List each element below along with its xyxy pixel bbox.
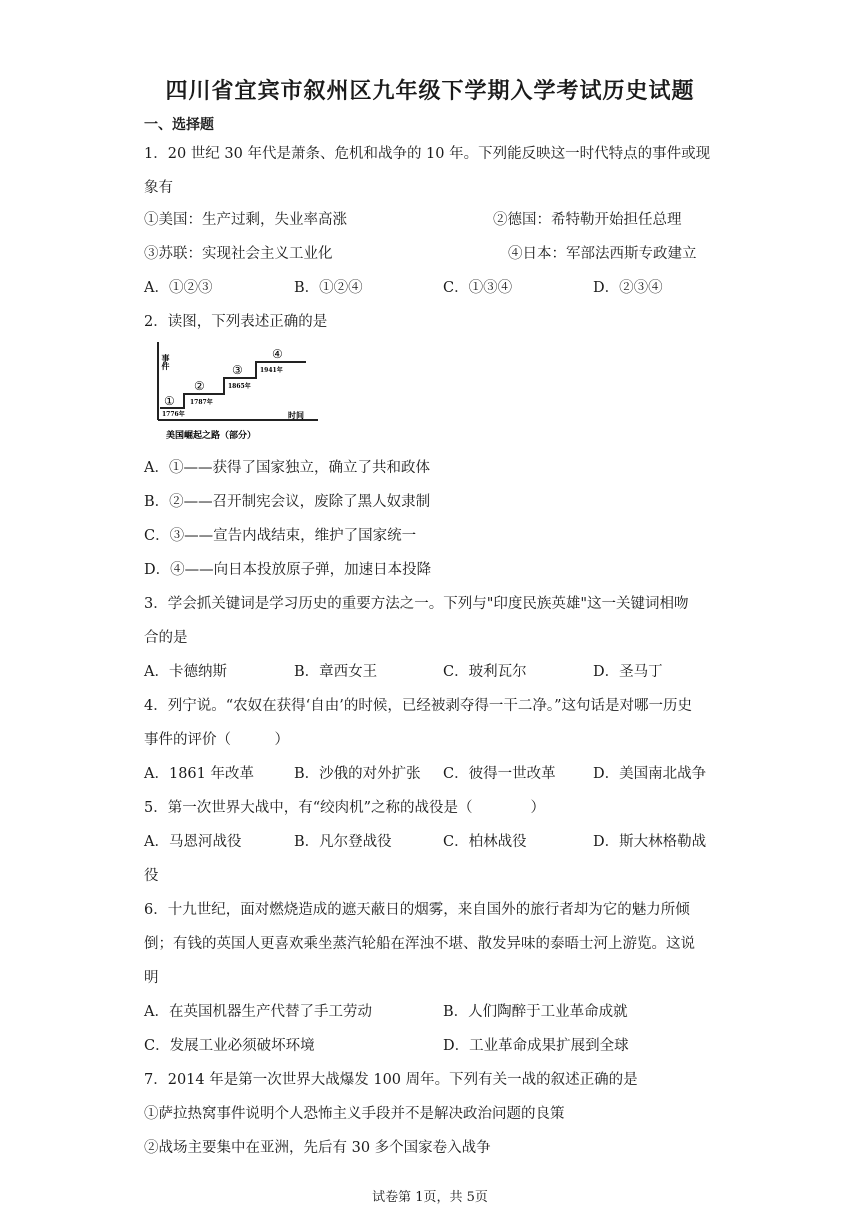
us-rise-step-figure: [148, 338, 328, 446]
q3-option-d[interactable]: D．圣马丁: [593, 664, 663, 680]
q1-item-1: ①美国：生产过剩，失业率高涨: [144, 212, 347, 228]
q1-item-2: ②德国：希特勒开始担任总理: [493, 212, 682, 228]
step-mark-2: ②: [194, 379, 205, 393]
step-year-3: 1865年: [228, 383, 251, 390]
q4-option-c[interactable]: C．彼得一世改革: [443, 766, 556, 782]
q6-option-d[interactable]: D．工业革命成果扩展到全球: [443, 1038, 629, 1054]
q3-option-c[interactable]: C．玻利瓦尔: [443, 664, 527, 680]
step-mark-4: ④: [272, 347, 283, 361]
q1-stem-line1: 1．20 世纪 30 年代是萧条、危机和战争的 10 年。下列能反映这一时代特点的事件或现: [144, 146, 711, 162]
page-title: 四川省宜宾市叙州区九年级下学期入学考试历史试题: [165, 79, 695, 104]
step-year-4: 1941年: [260, 367, 283, 374]
q2-stem: 2．读图，下列表述正确的是: [144, 314, 328, 330]
q5-option-a[interactable]: A．马恩河战役: [144, 834, 242, 850]
q6-option-a[interactable]: A．在英国机器生产代替了手工劳动: [144, 1004, 372, 1020]
q4-stem-line2: 事件的评价（ ）: [144, 732, 289, 748]
section-heading: 一、选择题: [144, 117, 214, 133]
q3-option-a[interactable]: A．卡德纳斯: [144, 664, 227, 680]
q7-item-1: ①萨拉热窝事件说明个人恐怖主义手段并不是解决政治问题的良策: [144, 1106, 565, 1122]
q6-option-b[interactable]: B．人们陶醉于工业革命成就: [443, 1004, 628, 1020]
figure-caption: 美国崛起之路（部分）: [166, 431, 257, 441]
q4-stem-line1: 4．列宁说。“农奴在获得‘自由’的时候，已经被剥夺得一干二净。”这句话是对哪一历史: [144, 698, 693, 714]
q1-option-c[interactable]: C．①③④: [443, 280, 513, 296]
step-mark-1: ①: [164, 394, 175, 408]
step-mark-3: ③: [232, 363, 243, 377]
x-axis-label: 时间: [288, 410, 304, 420]
q2-option-b[interactable]: B．②——召开制宪会议，废除了黑人奴隶制: [144, 494, 431, 510]
q2-option-c[interactable]: C．③——宣告内战结束，维护了国家统一: [144, 528, 417, 544]
q5-option-d-wrap: 役: [144, 868, 159, 884]
step-year-2: 1787年: [190, 399, 213, 406]
y-axis-label: 事件: [161, 354, 171, 370]
q6-stem-line3: 明: [144, 970, 159, 986]
q5-option-b[interactable]: B．凡尔登战役: [294, 834, 392, 850]
q3-stem-line1: 3．学会抓关键词是学习历史的重要方法之一。下列与"印度民族英雄"这一关键词相吻: [144, 596, 689, 612]
q2-option-d[interactable]: D．④——向日本投放原子弹，加速日本投降: [144, 562, 432, 578]
page-footer: 试卷第 1页，共 5页: [372, 1190, 488, 1205]
q1-item-4: ④日本：军部法西斯专政建立: [508, 246, 697, 262]
q3-stem-line2: 合的是: [144, 630, 188, 646]
q1-option-d[interactable]: D．②③④: [593, 280, 663, 296]
q4-option-d[interactable]: D．美国南北战争: [593, 766, 707, 782]
q5-stem: 5．第一次世界大战中，有“绞肉机”之称的战役是（ ）: [144, 800, 546, 816]
q1-option-a[interactable]: A．①②③: [144, 280, 213, 296]
q6-stem-line2: 倒；有钱的英国人更喜欢乘坐蒸汽轮船在浑浊不堪、散发异味的泰晤士河上游览。这说: [144, 936, 695, 952]
q4-option-a[interactable]: A．1861 年改革: [144, 766, 254, 782]
step-year-1: 1776年: [162, 411, 185, 418]
q2-option-a[interactable]: A．①——获得了国家独立，确立了共和政体: [144, 460, 430, 476]
q1-stem-line2: 象有: [144, 180, 173, 196]
q7-item-2: ②战场主要集中在亚洲，先后有 30 多个国家卷入战争: [144, 1140, 491, 1156]
q7-stem: 7．2014 年是第一次世界大战爆发 100 周年。下列有关一战的叙述正确的是: [144, 1072, 638, 1088]
q1-item-3: ③苏联：实现社会主义工业化: [144, 246, 333, 262]
q3-option-b[interactable]: B．章西女王: [294, 664, 378, 680]
q1-option-b[interactable]: B．①②④: [294, 280, 363, 296]
q6-option-c[interactable]: C．发展工业必须破坏环境: [144, 1038, 315, 1054]
q5-option-c[interactable]: C．柏林战役: [443, 834, 527, 850]
q4-option-b[interactable]: B．沙俄的对外扩张: [294, 766, 421, 782]
q6-stem-line1: 6．十九世纪，面对燃烧造成的遮天蔽日的烟雾，来自国外的旅行者却为它的魅力所倾: [144, 902, 690, 918]
q5-option-d[interactable]: D．斯大林格勒战: [593, 834, 707, 850]
